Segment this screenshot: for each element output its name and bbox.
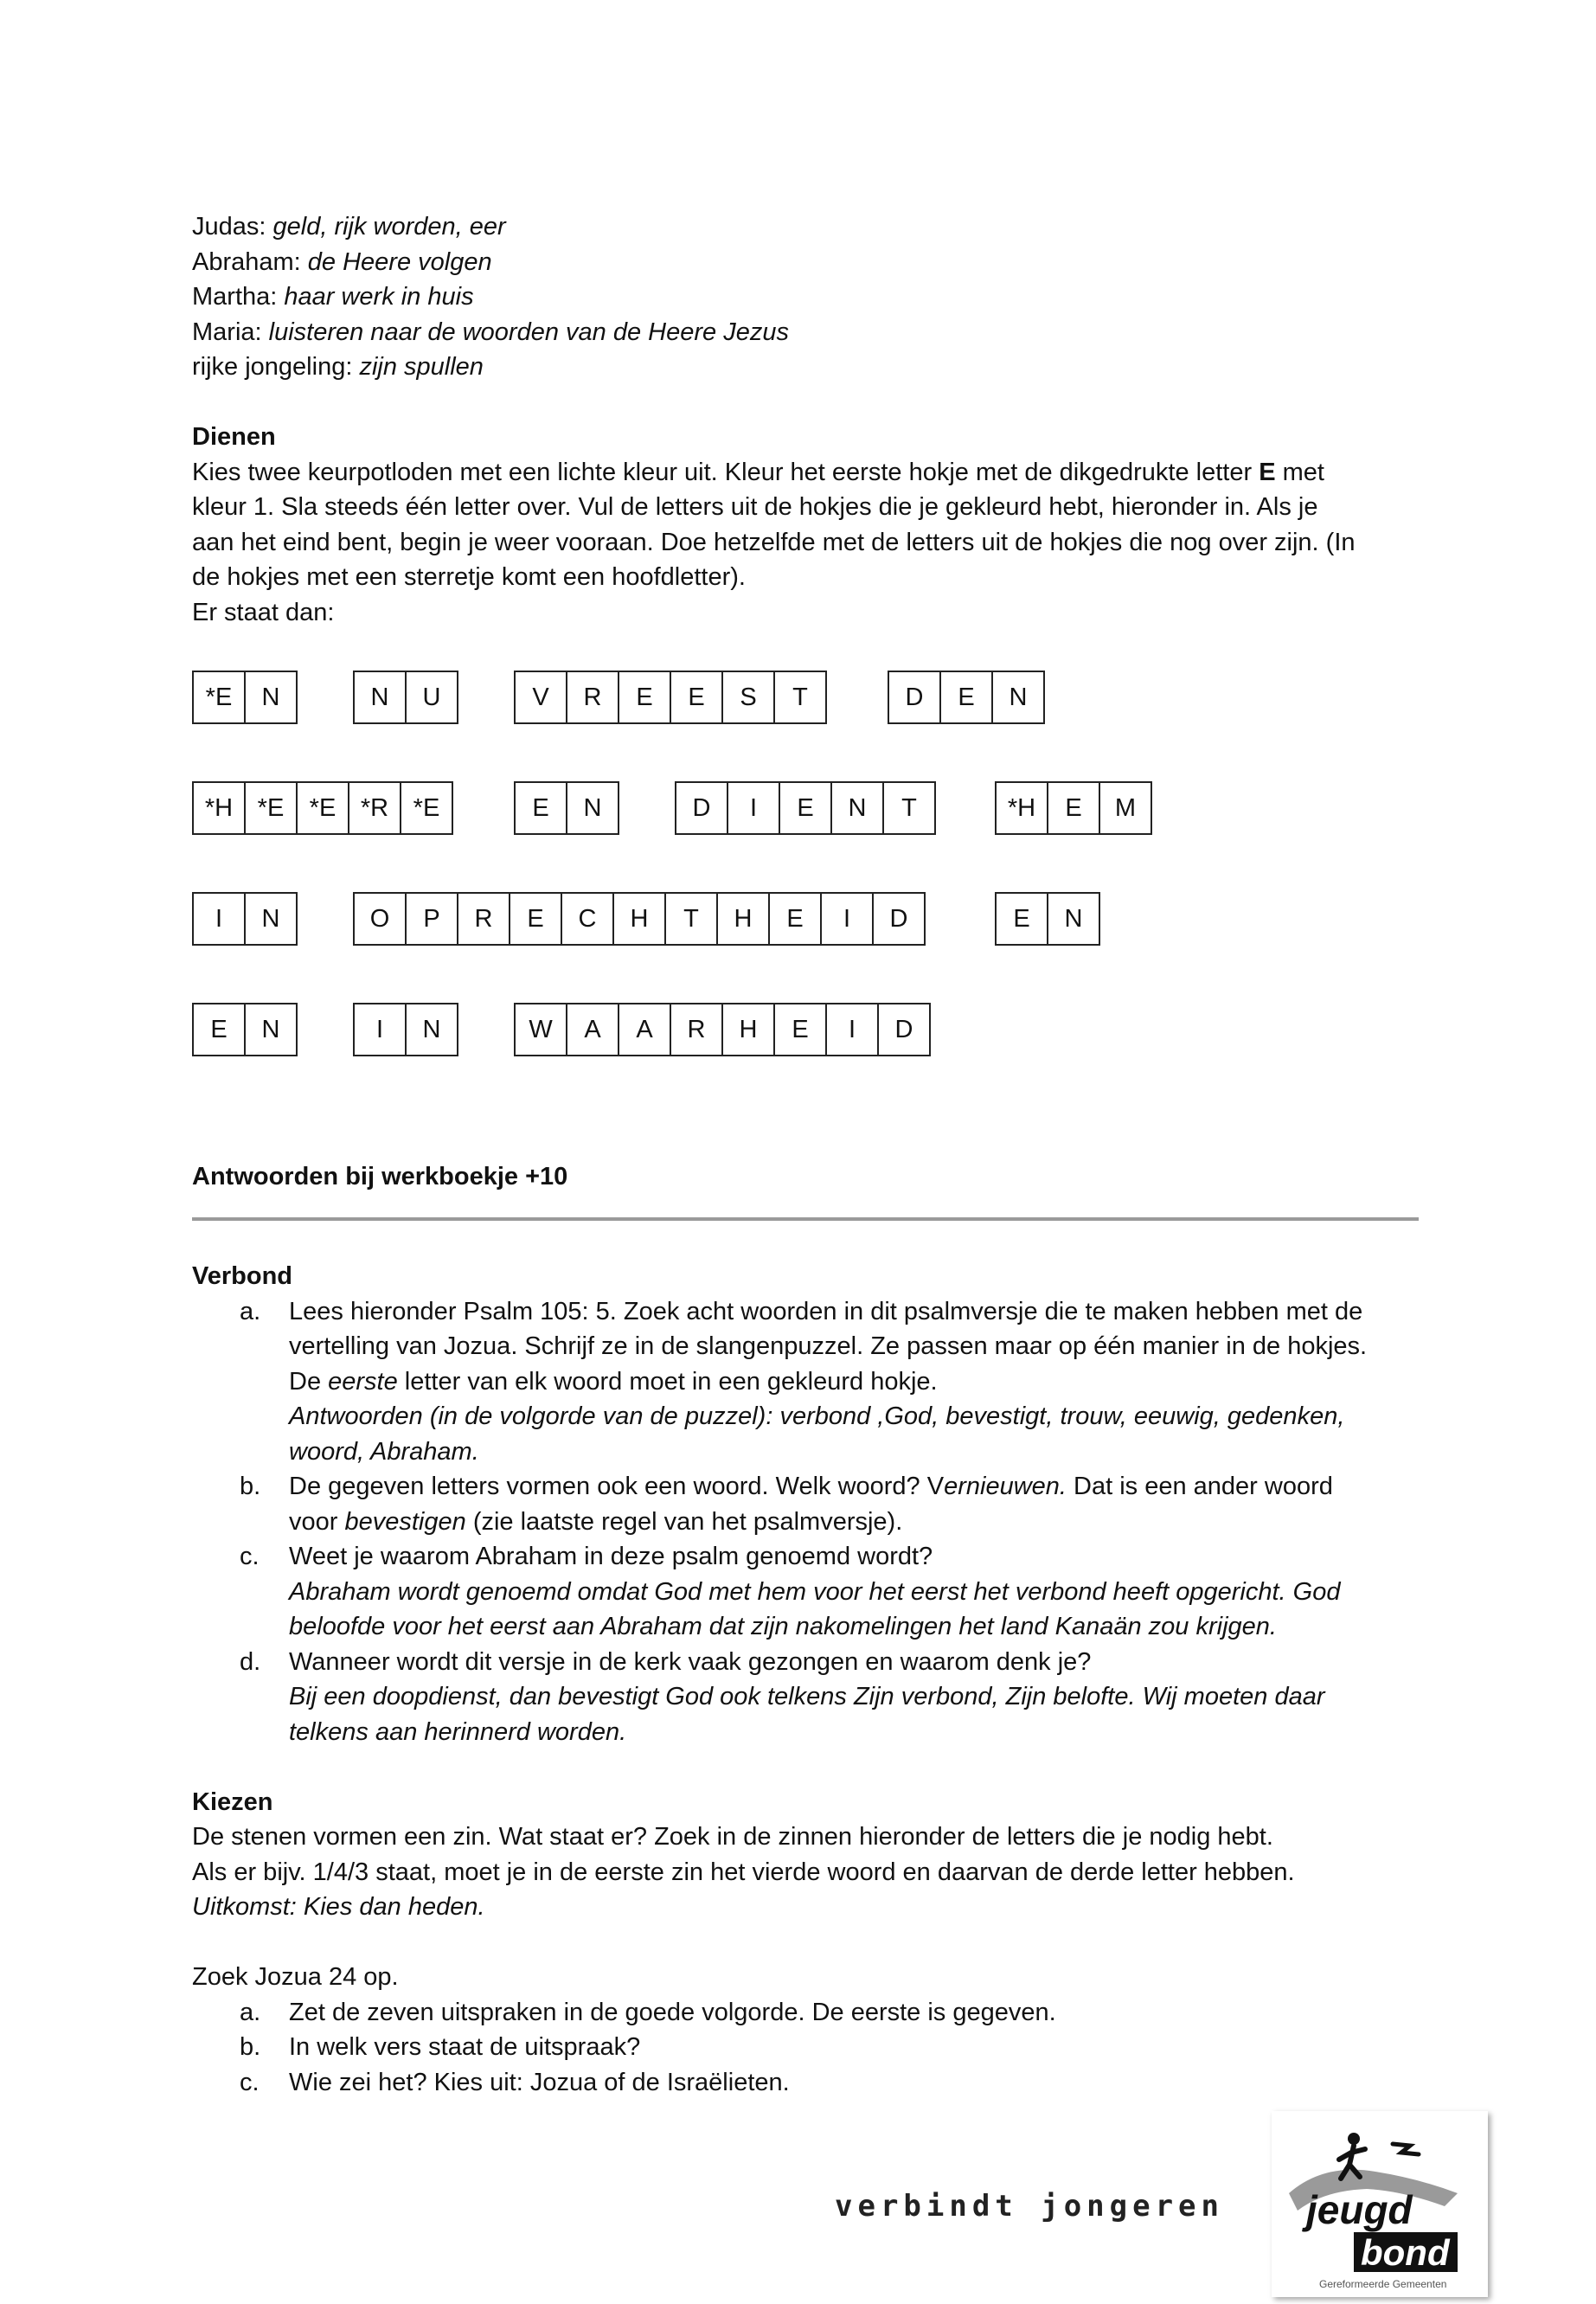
- item-label: a.: [240, 1297, 261, 1325]
- puzzle-word: [995, 781, 1151, 835]
- jozua-item-c: [192, 2065, 1420, 2101]
- logo-subtitle: Gereformeerde Gemeenten: [1319, 2278, 1447, 2290]
- logo-graphic: [1272, 2111, 1488, 2297]
- puzzle-cell: A: [566, 1003, 619, 1056]
- logo-figure-head: [1348, 2133, 1360, 2145]
- dienen-paragraph-line: de hokjes met een sterretje komt een hoofdletter).: [192, 563, 746, 591]
- text: Dat is een ander woord: [1066, 1473, 1333, 1500]
- intro-name: rijke jongeling:: [192, 353, 353, 381]
- puzzle-cell: I: [353, 1003, 407, 1056]
- item-label: c.: [240, 1543, 260, 1570]
- puzzle-word: [995, 892, 1099, 946]
- intro-name: Maria:: [192, 318, 262, 346]
- puzzle-cell: D: [888, 671, 941, 724]
- puzzle-cell: T: [882, 781, 936, 835]
- puzzle-cell: E: [192, 1003, 246, 1056]
- item-line: Weet je waarom Abraham in deze psalm genoemd wordt?: [289, 1543, 933, 1570]
- puzzle-cell: I: [825, 1003, 879, 1056]
- puzzle-cell: D: [872, 892, 926, 946]
- puzzle-cell: N: [353, 671, 407, 724]
- puzzle-cell: E: [779, 781, 832, 835]
- dienen-paragraph-line: [192, 455, 1420, 491]
- puzzle-cell: *E: [400, 781, 453, 835]
- puzzle-cell: H: [716, 892, 770, 946]
- text: Kies twee keurpotloden met een lichte kleur uit. Kleur het eerste hokje met de dikgedrukte letter: [192, 458, 1259, 486]
- puzzle-cell: N: [244, 1003, 298, 1056]
- text: voor: [289, 1507, 345, 1536]
- puzzle-cell: D: [877, 1003, 931, 1056]
- puzzle-cell: R: [670, 1003, 723, 1056]
- puzzle-cell: H: [612, 892, 666, 946]
- puzzle-cell: E: [939, 671, 993, 724]
- puzzle-cell: N: [830, 781, 884, 835]
- puzzle-cell: A: [618, 1003, 671, 1056]
- puzzle-cell: H: [721, 1003, 775, 1056]
- puzzle-cell: S: [721, 671, 775, 724]
- dienen-paragraph-line: kleur 1. Sla steeds één letter over. Vul de letters uit de hokjes die je gekleurd hebt, hieronder in. Als je: [192, 493, 1318, 521]
- puzzle-cell: E: [773, 1003, 827, 1056]
- intro-line-jongeling: [192, 350, 1420, 385]
- puzzle-word: [353, 892, 924, 946]
- answer-line: Antwoorden (in de volgorde van de puzzel): verbond ,God, bevestigt, trouw, eeuwig, gedenken,: [289, 1402, 1345, 1430]
- puzzle-word: [192, 1003, 296, 1056]
- puzzle-cell: N: [244, 671, 298, 724]
- intro-name: Martha:: [192, 283, 278, 311]
- puzzle-word: [888, 671, 1043, 724]
- answer-line: Abraham wordt genoemd omdat God met hem voor het eerst het verbond heeft opgericht. God: [289, 1577, 1341, 1606]
- horizontal-divider: [192, 1217, 1419, 1221]
- verbond-list: [192, 1294, 1420, 1750]
- puzzle-word: [192, 671, 296, 724]
- item-label: c.: [240, 2068, 260, 2096]
- puzzle-cell: N: [1047, 892, 1100, 946]
- puzzle-cell: *E: [244, 781, 298, 835]
- puzzle-cell: V: [514, 671, 567, 724]
- bold-letter: E: [1259, 458, 1276, 486]
- intro-name: Abraham:: [192, 247, 301, 276]
- answers-content: [192, 1259, 1420, 2100]
- item-line: [289, 1469, 1420, 1505]
- kiezen-line: Als er bijv. 1/4/3 staat, moet je in de eerste zin het vierde woord en daarvan de derde letter hebben.: [192, 1858, 1295, 1886]
- puzzle-cell: T: [773, 671, 827, 724]
- puzzle-cell: C: [561, 892, 614, 946]
- puzzle-word: [353, 1003, 457, 1056]
- puzzle-word: [514, 781, 618, 835]
- puzzle-cell: E: [514, 781, 567, 835]
- logo-text-bond: bond: [1361, 2232, 1450, 2273]
- puzzle-cell: I: [820, 892, 874, 946]
- puzzle-cell: R: [566, 671, 619, 724]
- puzzle-cell: T: [664, 892, 718, 946]
- main-content: [192, 209, 1420, 630]
- puzzle-word: [192, 781, 452, 835]
- puzzle-cell: E: [1047, 781, 1100, 835]
- puzzle-cell: N: [244, 892, 298, 946]
- verbond-item-b: [192, 1469, 1420, 1539]
- answers-heading: Antwoorden bij werkboekje +10: [192, 1163, 568, 1191]
- kiezen-line: De stenen vormen een zin. Wat staat er? Zoek in de zinnen hieronder de letters die je nodig hebt.: [192, 1823, 1273, 1851]
- footer-slogan: verbindt jongeren: [835, 2189, 1224, 2224]
- intro-line-maria: [192, 315, 1420, 350]
- jozua-intro: Zoek Jozua 24 op.: [192, 1963, 399, 1991]
- puzzle-cell: *H: [995, 781, 1048, 835]
- puzzle-word: [192, 892, 296, 946]
- intro-line-judas: [192, 209, 1420, 245]
- text: De gegeven letters vormen ook een woord. Welk woord? V: [289, 1473, 945, 1500]
- item-label: a.: [240, 1998, 261, 2026]
- intro-text: zijn spullen: [359, 353, 484, 381]
- kiezen-heading: Kiezen: [192, 1787, 273, 1816]
- jozua-list: [192, 1995, 1420, 2101]
- dienen-paragraph-line: aan het eind bent, begin je weer vooraan. Doe hetzelfde met de letters uit de hokjes die nog over zijn. (In: [192, 528, 1356, 556]
- answer-line: woord, Abraham.: [289, 1437, 479, 1466]
- item-line: In welk vers staat de uitspraak?: [289, 2033, 641, 2061]
- puzzle-cell: D: [675, 781, 728, 835]
- verbond-item-a: [192, 1294, 1420, 1470]
- verbond-heading: Verbond: [192, 1262, 293, 1290]
- answer-line: beloofde voor het eerst aan Abraham dat zijn nakomelingen het land Kanaän zou krijgen.: [289, 1613, 1277, 1640]
- puzzle-cell: E: [995, 892, 1048, 946]
- item-line: [289, 1505, 1420, 1540]
- jozua-item-b: [192, 2030, 1420, 2065]
- italic-text: ernieuwen.: [944, 1473, 1067, 1500]
- item-label: d.: [240, 1647, 261, 1676]
- puzzle-cell: I: [727, 781, 780, 835]
- intro-text: geld, rijk worden, eer: [272, 213, 506, 241]
- item-line: Wanneer wordt dit versje in de kerk vaak gezongen en waarom denk je?: [289, 1647, 1092, 1676]
- puzzle-cell: O: [353, 892, 407, 946]
- puzzle-word: [514, 671, 825, 724]
- item-label: b.: [240, 1473, 261, 1500]
- item-line: Zet de zeven uitspraken in de goede volgorde. De eerste is gegeven.: [289, 1998, 1056, 2026]
- puzzle-cell: M: [1099, 781, 1152, 835]
- puzzle-cell: *R: [348, 781, 401, 835]
- puzzle-cell: *H: [192, 781, 246, 835]
- puzzle-cell: *E: [192, 671, 246, 724]
- logo-figure-2: [1393, 2144, 1419, 2154]
- text: letter van elk woord moet in een gekleurd hokje.: [397, 1367, 938, 1396]
- puzzle-cell: E: [509, 892, 562, 946]
- intro-text: luisteren naar de woorden van de Heere Jezus: [268, 318, 789, 346]
- puzzle-word: [353, 671, 457, 724]
- puzzle-cell: N: [991, 671, 1045, 724]
- intro-line-martha: [192, 279, 1420, 315]
- verbond-item-d: [192, 1645, 1420, 1750]
- italic-text: eerste: [328, 1367, 398, 1396]
- item-line: Wie zei het? Kies uit: Jozua of de Israëlieten.: [289, 2068, 790, 2096]
- answer-line: Bij een doopdienst, dan bevestigt God ook telkens Zijn verbond, Zijn belofte. Wij moeten daar: [289, 1683, 1325, 1710]
- answer-line: telkens aan herinnerd worden.: [289, 1717, 627, 1746]
- puzzle-cell: E: [670, 671, 723, 724]
- puzzle-word: [675, 781, 934, 835]
- puzzle-cell: R: [457, 892, 510, 946]
- kiezen-answer: Uitkomst: Kies dan heden.: [192, 1893, 485, 1921]
- puzzle-word: [514, 1003, 929, 1056]
- intro-line-abraham: [192, 245, 1420, 280]
- puzzle-cell: *E: [296, 781, 349, 835]
- italic-text: bevestigen: [344, 1507, 466, 1536]
- intro-name: Judas:: [192, 213, 266, 241]
- item-line: vertelling van Jozua. Schrijf ze in de slangenpuzzel. Ze passen maar op één manier in de hokjes.: [289, 1332, 1368, 1360]
- puzzle-cell: U: [405, 671, 458, 724]
- puzzle-cell: I: [192, 892, 246, 946]
- item-line: [289, 1364, 1420, 1400]
- puzzle-cell: P: [405, 892, 458, 946]
- text: (zie laatste regel van het psalmversje).: [465, 1507, 903, 1536]
- puzzle-cell: N: [405, 1003, 458, 1056]
- verbond-item-c: [192, 1539, 1420, 1645]
- item-line: Lees hieronder Psalm 105: 5. Zoek acht woorden in dit psalmversje die te maken hebben met de: [289, 1297, 1363, 1325]
- item-label: b.: [240, 2033, 261, 2061]
- answers-section: [192, 1159, 1420, 1195]
- puzzle-cell: N: [566, 781, 619, 835]
- text: met: [1275, 458, 1324, 486]
- dienen-paragraph-line: Er staat dan:: [192, 598, 335, 626]
- logo-text-jeugd: jeugd: [1306, 2187, 1413, 2232]
- puzzle-cell: W: [514, 1003, 567, 1056]
- jeugdbond-logo: [1272, 2111, 1488, 2297]
- dienen-heading: Dienen: [192, 423, 276, 451]
- text: De: [289, 1367, 329, 1396]
- intro-text: haar werk in huis: [284, 283, 474, 311]
- puzzle-cell: E: [768, 892, 822, 946]
- puzzle-cell: E: [618, 671, 671, 724]
- intro-text: de Heere volgen: [307, 247, 492, 276]
- jozua-item-a: [192, 1995, 1420, 2031]
